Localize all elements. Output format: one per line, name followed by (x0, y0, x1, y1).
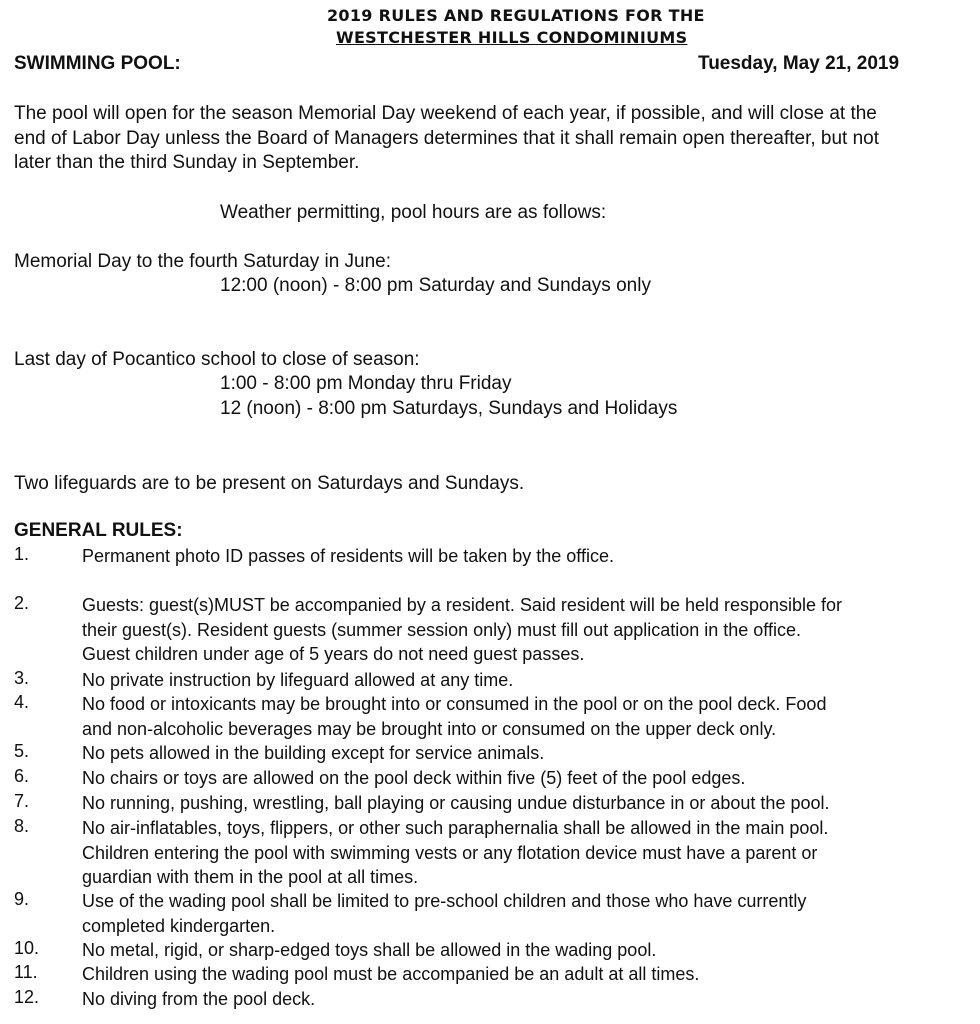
rule-number: 3. (14, 668, 30, 688)
rule-text-line: Guests: guest(s)MUST be accompanied by a resident. Said resident will be held responsible for (82, 595, 843, 615)
rule-number: 12. (14, 987, 40, 1007)
rule-text-line: No diving from the pool deck. (82, 989, 316, 1009)
intro-line-1: The pool will open for the season Memorial Day weekend of each year, if possible, and will close at the (14, 103, 877, 124)
hours-period-2-times-weekend: 12 (noon) - 8:00 pm Saturdays, Sundays and Holidays (220, 398, 678, 419)
rule-number: 7. (14, 791, 30, 811)
rule-text-line: No chairs or toys are allowed on the pool deck within five (5) feet of the pool edges. (82, 768, 746, 788)
rule-text-line: No running, pushing, wrestling, ball playing or causing undue disturbance in or about the pool. (82, 793, 830, 813)
rule-number: 5. (14, 741, 30, 761)
rule-text-line: Children entering the pool with swimming vests or any flotation device must have a parent or (82, 842, 818, 863)
rule-text-line: guardian with them in the pool at all times. (82, 867, 419, 888)
rule-number: 10. (14, 938, 40, 958)
lifeguards-note: Two lifeguards are to be present on Saturdays and Sundays. (14, 473, 525, 494)
hours-period-2-times-weekday: 1:00 - 8:00 pm Monday thru Friday (220, 373, 512, 394)
hours-period-1-times: 12:00 (noon) - 8:00 pm Saturday and Sundays only (220, 275, 651, 296)
rule-text-line: No metal, rigid, or sharp-edged toys shall be allowed in the wading pool. (82, 940, 657, 960)
section-heading-swimming-pool: SWIMMING POOL: (14, 53, 181, 74)
rule-text-line: No private instruction by lifeguard allowed at any time. (82, 670, 514, 690)
rule-number: 11. (14, 962, 38, 982)
document-title-line1: 2019 RULES AND REGULATIONS FOR THE (327, 6, 705, 25)
intro-line-3: later than the third Sunday in September. (14, 152, 360, 173)
rule-number: 2. (14, 593, 30, 613)
hours-period-2: Last day of Pocantico school to close of season: (14, 349, 420, 370)
document-title-line2: WESTCHESTER HILLS CONDOMINIUMS (336, 28, 688, 47)
rule-number: 4. (14, 692, 30, 712)
rule-text-line: and non-alcoholic beverages may be brought into or consumed on the upper deck only. (82, 718, 777, 739)
hours-heading: Weather permitting, pool hours are as follows: (220, 202, 607, 223)
rule-text-line: No food or intoxicants may be brought into or consumed in the pool or on the pool deck. Food (82, 694, 827, 714)
rule-number: 6. (14, 766, 30, 786)
rule-text-line: Children using the wading pool must be accompanied be an adult at all times. (82, 964, 700, 984)
rule-number: 9. (14, 889, 30, 909)
rule-text-line: No pets allowed in the building except for service animals. (82, 743, 545, 763)
intro-line-2: end of Labor Day unless the Board of Managers determines that it shall remain open thereafter, but not (14, 128, 880, 149)
general-rules-heading: GENERAL RULES: (14, 520, 183, 541)
rule-text-line: Use of the wading pool shall be limited to pre-school children and those who have currently (82, 891, 807, 911)
document-date: Tuesday, May 21, 2019 (698, 53, 900, 74)
rule-number: 1. (14, 544, 30, 564)
rule-text-line: Guest children under age of 5 years do not need guest passes. (82, 644, 585, 665)
rule-number: 8. (14, 816, 30, 836)
rule-text-line: No air-inflatables, toys, flippers, or other such paraphernalia shall be allowed in the main pool. (82, 818, 829, 838)
rule-text-line: completed kindergarten. (82, 915, 276, 936)
rule-text-line: Permanent photo ID passes of residents will be taken by the office. (82, 546, 614, 566)
hours-period-1: Memorial Day to the fourth Saturday in June: (14, 251, 392, 272)
rule-text-line: their guest(s). Resident guests (summer session only) must fill out application in the office. (82, 619, 801, 640)
